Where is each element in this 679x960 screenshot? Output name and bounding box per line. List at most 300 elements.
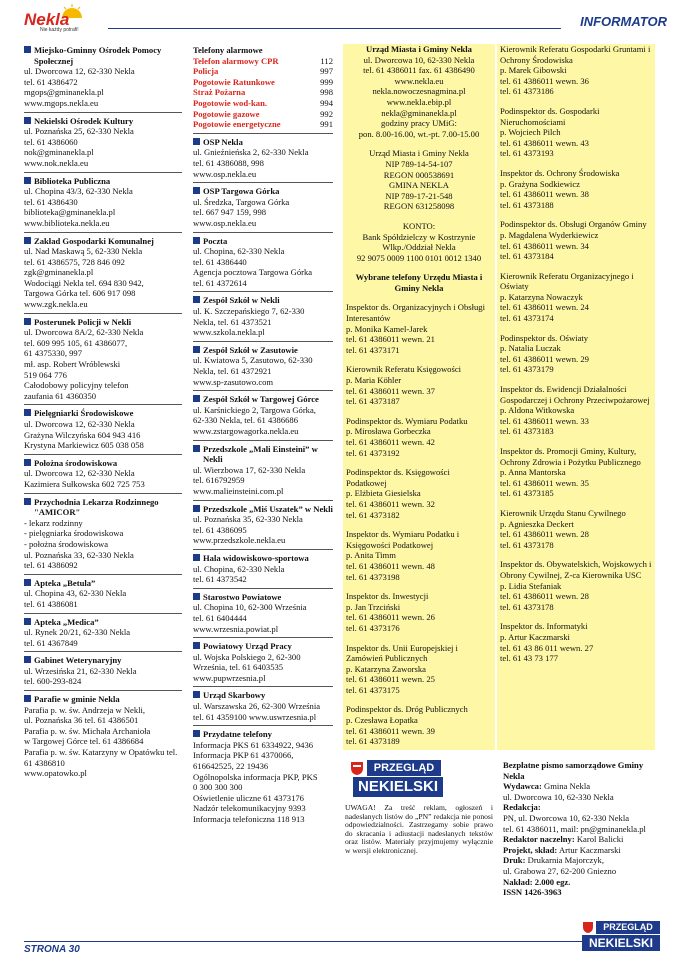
entry-line: Wodociągi Nekla tel. 694 830 942, <box>24 277 144 288</box>
bullet-square-icon <box>193 138 200 145</box>
design-label: Projekt, skład: <box>503 844 558 855</box>
staff-contact <box>346 591 492 633</box>
staff-contact <box>346 643 492 696</box>
entry-title-text: Zespół Szkół w Targowej Górce <box>203 394 319 405</box>
entry-line: Parafia p. w. św. Andrzeja w Nekli, <box>24 704 146 715</box>
bullet-square-icon <box>24 579 31 586</box>
tax-id-line: REGON 631258098 <box>383 201 455 212</box>
entry-line: www.opatowko.pl <box>24 768 87 779</box>
entry-line: ul. Dworcowa 12, 62-330 Nekla <box>24 66 135 77</box>
column-town-hall-staff <box>497 44 655 750</box>
bullet-square-icon <box>24 498 31 505</box>
staff-phone: tel. 61 4386011 wewn. 29 <box>500 353 589 364</box>
bullet-square-icon <box>193 691 200 698</box>
staff-contact <box>500 621 652 663</box>
entry-title <box>24 578 182 589</box>
footer-logo <box>578 921 662 957</box>
entry-line: tel. 61 4386092 <box>24 560 78 571</box>
staff-phone: tel. 61 4373188 <box>500 199 554 210</box>
entry-title-text: Powiatowy Urząd Pracy <box>203 641 292 652</box>
przeglad-logo <box>347 760 443 800</box>
entry-title <box>24 408 182 419</box>
entry-line: ul. Chopina 10, 62-300 Września <box>193 602 307 613</box>
entry-line: Nekla, tel. 61 4373521 <box>193 316 272 327</box>
editorial-contact: tel. 61 4386011, mail: pn@gminanekla.pl <box>503 823 646 834</box>
staff-contact <box>346 467 492 520</box>
entry-title-text: Gabinet Weterynaryjny <box>34 655 122 666</box>
crest-icon <box>582 921 594 934</box>
entry-line: www.biblioteka.nekla.eu <box>24 217 110 228</box>
footer-logo-bottom: NEKIELSKI <box>582 935 660 951</box>
entry-title <box>24 116 182 127</box>
staff-phone: tel. 61 43 73 177 <box>500 653 559 664</box>
staff-phone: tel. 61 4386011 wewn. 21 <box>346 334 435 345</box>
logo-top: PRZEGLĄD <box>367 760 441 776</box>
staff-person: p. Artur Kaczmarski <box>500 631 570 642</box>
entry-line: tel. 61 4386060 <box>24 136 78 147</box>
entry-line: Krystyna Markiewicz 605 038 058 <box>24 440 144 451</box>
staff-person: p. Grażyna Sodkiewicz <box>500 178 580 189</box>
entry-title-text: Biblioteka Publiczna <box>34 175 111 186</box>
service-entry <box>193 185 333 232</box>
entry-title <box>24 497 182 518</box>
footer-logo-top: PRZEGLĄD <box>596 921 660 934</box>
entry-line: Nekla, tel. 61 4372921 <box>193 366 272 377</box>
town-hall-line: godziny pracy UMiG: <box>381 118 457 129</box>
entry-line: Agencja pocztowa Targowa Górka <box>193 267 313 278</box>
town-hall-line: ul. Dworcowa 10, 62-330 Nekla <box>363 54 475 65</box>
entry-title <box>193 444 333 465</box>
staff-contact <box>500 446 652 499</box>
alarm-row <box>193 66 333 77</box>
entry-line: ul. Rynek 20/21, 62-330 Nekla <box>24 627 131 638</box>
bullet-square-icon <box>24 318 31 325</box>
staff-phone: tel. 61 4373185 <box>500 488 554 499</box>
entry-line: www.szkola.nekla.pl <box>193 327 265 338</box>
entry-line: tel. 609 995 105, 61 4386077, <box>24 337 128 348</box>
column-town-hall <box>343 44 495 750</box>
institution-entry <box>24 407 182 454</box>
entry-title <box>193 592 333 603</box>
entry-line: tel. 61 4372614 <box>193 277 247 288</box>
town-hall-info <box>346 44 492 139</box>
bullet-square-icon <box>193 642 200 649</box>
institution-entry <box>24 616 182 653</box>
town-hall-title: Urząd Miasta i Gminy Nekla <box>366 44 472 54</box>
entry-line: tel. 667 947 159, 998 <box>193 207 267 218</box>
staff-phone: tel. 61 4373187 <box>346 396 400 407</box>
staff-phone: tel. 61 4373176 <box>346 622 400 633</box>
staff-person: p. Anita Timm <box>346 550 396 561</box>
staff-contact <box>346 704 492 746</box>
entry-title-text: Apteka „Betula” <box>34 577 96 588</box>
entry-title-text: Poczta <box>203 235 228 246</box>
printer: Drukarnia Majorczyk, <box>527 855 604 866</box>
bullet-square-icon <box>193 593 200 600</box>
entry-line: ul. Wrzesińska 21, 62-330 Nekla <box>24 665 137 676</box>
entry-line: - położna środowiskowa <box>24 538 109 549</box>
entry-line: ul. Nad Maskawą 5, 62-330 Nekla <box>24 246 143 257</box>
entry-line: ul. Dworcowa 8A/2, 62-330 Nekla <box>24 327 144 338</box>
staff-role: Podinspektor ds. Obsługi Organów Gminy <box>500 219 647 230</box>
bullet-square-icon <box>193 730 200 737</box>
staff-contact <box>346 529 492 582</box>
alarm-number: 992 <box>320 108 333 119</box>
logo-bottom: NEKIELSKI <box>353 777 443 797</box>
entry-line: Informacja telefoniczna 118 913 <box>193 814 305 824</box>
issn: ISSN 1426-3963 <box>503 887 562 898</box>
entry-line: Informacja PKS 61 6334922, 9436 <box>193 739 314 750</box>
bullet-square-icon <box>24 117 31 124</box>
entry-title-text: OSP Nekla <box>203 136 243 147</box>
staff-contact <box>500 44 652 97</box>
staff-contact <box>500 384 652 437</box>
alarm-row <box>193 77 333 88</box>
entry-title-text: Przedszkole „Mali Einsteini” w Nekli <box>203 443 318 465</box>
institution-entry <box>24 496 182 575</box>
staff-phone: tel. 61 43 86 011 wewn. 27 <box>500 642 594 653</box>
staff-person: p. Wojciech Pilch <box>500 127 561 138</box>
entry-line: tel. 61 4386088, 998 <box>193 157 264 168</box>
entry-title-text: Przychodnia Lekarza Rodzinnego "AMICOR" <box>34 496 159 518</box>
bullet-square-icon <box>193 237 200 244</box>
staff-role: Kierownik Referatu Gospodarki Gruntami i Ochrony Środowiska <box>500 44 651 65</box>
staff-phone: tel. 61 4373174 <box>500 313 554 324</box>
circulation-label: Nakład: <box>503 876 533 887</box>
imprint <box>503 760 663 898</box>
town-hall-line: www.nekla.ebip.pl <box>386 96 452 107</box>
entry-line: ul. Chopina, 62-330 Nekla <box>193 246 285 257</box>
alarm-name: Telefon alarmowy CPR <box>193 55 279 66</box>
staff-phone: tel. 61 4373182 <box>346 509 400 520</box>
entry-line: tel. 61 4386575, 728 846 092 <box>24 256 125 267</box>
entry-line: 519 064 776 <box>24 369 67 380</box>
staff-contact <box>500 106 652 159</box>
staff-phone: tel. 61 4373189 <box>346 736 400 747</box>
staff-phone: tel. 61 4386011 wewn. 48 <box>346 560 435 571</box>
staff-person: p. Mirosława Gorbeczka <box>346 426 431 437</box>
service-entry <box>193 235 333 293</box>
entry-line: ul. Karśnickiego 2, Targowa Górka, <box>193 404 316 415</box>
staff-phone: tel. 61 4386011 wewn. 36 <box>500 75 589 86</box>
entry-line: ul. Wierzbowa 17, 62-330 Nekla <box>193 464 306 475</box>
entry-title-text: Apteka „Medica” <box>34 616 99 627</box>
tax-id-line: GMINA NEKLA <box>389 180 449 191</box>
entry-line: www.malieinsteini.com.pl <box>193 485 284 496</box>
entry-title <box>24 655 182 666</box>
institution-entry <box>24 654 182 691</box>
staff-contact <box>346 416 492 458</box>
editorial-address: PN, ul. Dworcowa 10, 62-330 Nekla <box>503 812 630 823</box>
crest-icon <box>349 760 365 776</box>
bullet-square-icon <box>24 177 31 184</box>
entry-title <box>24 236 182 247</box>
entry-line: ul. Chopina 43/3, 62-330 Nekla <box>24 186 133 197</box>
entry-line: www.sp-zasutowo.com <box>193 376 274 387</box>
bullet-square-icon <box>193 505 200 512</box>
alarm-name: Pogotowie Ratunkowe <box>193 76 275 87</box>
entry-line: - lekarz rodzinny <box>24 517 83 528</box>
staff-phone: tel. 61 4386011 wewn. 34 <box>500 240 589 251</box>
entry-line: tel. 61 4359100 www.uswrzesnia.pl <box>193 711 317 722</box>
entry-line: zaufania 61 4360350 <box>24 390 97 401</box>
entry-line: Targowa Górka tel. 606 917 098 <box>24 288 136 299</box>
publisher: Gmina Nekla <box>543 781 591 792</box>
entry-line: ul. Dworcowa 12, 62-330 Nekla <box>24 468 135 479</box>
alarm-number: 991 <box>320 119 333 130</box>
entry-line: ul. Poznańska 36 tel. 61 4386501 <box>24 715 139 726</box>
entry-line: tel. 616792959 <box>193 475 245 486</box>
entry-title-text: Zespół Szkół w Nekli <box>203 295 280 306</box>
bullet-square-icon <box>193 445 200 452</box>
service-entry <box>193 552 333 589</box>
staff-role: Kierownik Urzędu Stanu Cywilnego <box>500 507 626 518</box>
entry-title-text: Parafie w gminie Nekla <box>34 694 120 705</box>
bullet-square-icon <box>24 409 31 416</box>
entry-title-text: Hala widowiskowo-sportowa <box>203 552 309 563</box>
staff-person: p. Agnieszka Deckert <box>500 518 574 529</box>
staff-phone: tel. 61 4373198 <box>346 571 400 582</box>
institution-entry <box>24 577 182 614</box>
alarm-row <box>193 98 333 109</box>
entry-line: ul. Chopina 43, 62-330 Nekla <box>24 588 127 599</box>
alarm-row <box>193 56 333 67</box>
staff-person: p. Maria Köhler <box>346 375 402 386</box>
bullet-square-icon <box>24 618 31 625</box>
staff-role: Inspektor ds. Ewidencji Działalności Gospodarczej i Ochrony Przeciwpożarowej <box>500 384 650 405</box>
entry-line: www.przedszkole.nekla.eu <box>193 535 286 546</box>
staff-person: p. Lidia Stefaniak <box>500 580 562 591</box>
service-entry <box>193 443 333 501</box>
entry-title-text: Zespół Szkół w Zasutowie <box>203 344 298 355</box>
entry-line: tel. 61 4386472 <box>24 76 78 87</box>
entry-title <box>24 317 182 328</box>
entry-line: Parafia p. w. św. Katarzyny w Opatówku tel. 61 4386810 <box>24 747 178 768</box>
alarm-name: Straż Pożarna <box>193 87 246 98</box>
bullet-square-icon <box>24 459 31 466</box>
staff-contact <box>346 302 492 355</box>
entry-line: www.osp.nekla.eu <box>193 168 257 179</box>
entry-title <box>193 137 333 148</box>
selected-phones-title: Wybrane telefony Urzędu Miasta i Gminy Nekla <box>355 272 483 293</box>
service-entry <box>193 503 333 550</box>
staff-phone: tel. 61 4386011 wewn. 24 <box>500 302 589 313</box>
entry-title <box>24 176 182 187</box>
institution-entry <box>24 175 182 233</box>
entry-line: ul. Chopina, 62-330 Nekla <box>193 563 285 574</box>
staff-phone: tel. 61 4386011 wewn. 28 <box>500 529 589 540</box>
editor: Karol Balicki <box>576 834 624 845</box>
header-rule <box>108 28 561 29</box>
entry-line: ul. Poznańska 33, 62-330 Nekla <box>24 549 134 560</box>
page-number: STRONA 30 <box>24 944 80 955</box>
entry-line: Informacja PKP 61 4370066, <box>193 750 294 761</box>
entry-title-text: Pielęgniarki Środowiskowe <box>34 408 134 419</box>
alarm-row <box>193 87 333 98</box>
staff-phone: tel. 61 4386011 wewn. 42 <box>346 437 435 447</box>
staff-role: Inspektor ds. Promocji Gminy, Kultury, Ochrony Zdrowia i Pożytku Publicznego <box>500 446 641 467</box>
entry-line: Parafia p. w. św. Michała Archanioła <box>24 725 151 736</box>
entry-title-text: OSP Targowa Górka <box>203 186 280 197</box>
staff-person: p. Aldona Witkowska <box>500 405 575 416</box>
bullet-square-icon <box>24 237 31 244</box>
entry-line: biblioteka@gminanekla.pl <box>24 207 116 218</box>
staff-phone: tel. 61 4373192 <box>346 447 400 458</box>
town-hall-line: nekla.nowoczesnagmina.pl <box>372 86 466 97</box>
entry-title <box>193 236 333 247</box>
town-hall-line: www.nekla.eu <box>394 75 444 86</box>
bank-line: KONTO: <box>402 220 436 231</box>
staff-phone: tel. 61 4373183 <box>500 426 554 437</box>
entry-line: Września, tel. 61 6403535 <box>193 662 284 673</box>
staff-contact <box>500 333 652 375</box>
service-entry <box>193 728 333 827</box>
service-entry <box>193 136 333 183</box>
section-title: INFORMATOR <box>580 14 667 29</box>
entry-line: www.osp.nekla.eu <box>193 217 257 228</box>
entry-line: Oświetlenie uliczne 61 4373176 <box>193 792 304 803</box>
footer-rule <box>24 941 655 942</box>
service-entry <box>193 689 333 726</box>
institution-entry <box>24 115 182 173</box>
entry-line: ul. Kwiatowa 5, Zasutowo, 62-330 <box>193 355 313 366</box>
entry-line: tel. 61 4386095 <box>193 524 247 535</box>
staff-contact <box>500 508 652 550</box>
column-institutions <box>24 44 182 784</box>
przeglad-notice <box>345 760 495 856</box>
staff-phone: tel. 61 4373193 <box>500 148 554 159</box>
staff-phone: tel. 61 4386011 wewn. 28 <box>500 591 589 602</box>
alarm-number: 112 <box>320 55 333 66</box>
entry-line: www.pupwrzesnia.pl <box>193 672 266 683</box>
editorial-label: Redakcja: <box>503 802 541 813</box>
service-entry <box>193 344 333 391</box>
tax-id-line: Urząd Miasta i Gminy Nekla <box>369 148 469 159</box>
institution-entry <box>24 235 182 314</box>
entry-line: Kazimiera Sułkowska 602 725 753 <box>24 478 145 489</box>
staff-phone: tel. 61 4373186 <box>500 86 554 97</box>
service-entry <box>193 393 333 440</box>
entry-title <box>193 553 333 564</box>
imprint-headline: Bezpłatne pismo samorządowe Gminy Nekla <box>503 760 644 781</box>
staff-contact <box>500 219 652 261</box>
entry-title <box>193 295 333 306</box>
entry-line: ul. K. Szczepańskiego 7, 62-330 <box>193 306 305 317</box>
entry-title-text: Zakład Gospodarki Komunalnej <box>34 235 154 246</box>
alarm-row <box>193 109 333 120</box>
alarm-number: 998 <box>320 87 333 98</box>
entry-line: tel. 61 6404444 <box>193 612 247 623</box>
staff-role: Podinspektor ds. Wymiaru Podatku <box>346 415 468 426</box>
staff-phone: tel. 61 4373178 <box>500 601 554 612</box>
entry-title-text: Posterunek Policji w Nekli <box>34 316 132 327</box>
entry-line: ul. Warszawska 26, 62-300 Września <box>193 701 321 712</box>
entry-title-text: Nekielski Ośrodek Kultury <box>34 115 134 126</box>
entry-line: www.zstargowagorka.nekla.eu <box>193 426 299 436</box>
entry-title <box>24 694 182 705</box>
bullet-square-icon <box>193 395 200 402</box>
staff-role: Kierownik Referatu Organizacyjnego i Oświaty <box>500 270 634 292</box>
entry-line: www.zgk.nekla.eu <box>24 299 88 310</box>
staff-role: Podinspektor ds. Oświaty <box>500 332 589 343</box>
publisher-address: ul. Dworcowa 10, 62-330 Nekla <box>503 791 614 802</box>
alarm-name: Pogotowie wod-kan. <box>193 97 268 108</box>
entry-line: mgops@gminanekla.pl <box>24 87 104 98</box>
entry-title-text: Urząd Skarbowy <box>203 690 266 701</box>
entry-title-text: Miejsko-Gminny Ośrodek Pomocy Społecznej <box>34 45 162 66</box>
staff-person: p. Czesława Łopatka <box>346 715 418 726</box>
staff-contact <box>500 559 652 612</box>
bullet-square-icon <box>193 296 200 303</box>
institution-entry <box>24 316 182 406</box>
alarm-row <box>193 119 333 130</box>
entry-line: Nadzór telekomunikacyjny 9393 <box>193 803 306 814</box>
entry-line: 0 300 300 300 <box>193 782 243 793</box>
tax-id-line: NIP 789-14-54-107 <box>385 158 453 169</box>
entry-line: Ogólnopolska informacja PKP, PKS <box>193 771 318 782</box>
bank-line: Bank Spółdzielczy w Kostrzynie <box>362 231 476 242</box>
entry-line: zgk@gminanekla.pl <box>24 267 94 278</box>
entry-title-text: Przydatne telefony <box>203 729 272 740</box>
entry-line: 616642525, 22 19436 <box>193 761 269 772</box>
entry-line: mł. asp. Robert Wróblewski <box>24 359 121 370</box>
tax-id-line: NIP 789-17-21-548 <box>385 190 453 201</box>
publisher-label: Wydawca: <box>503 781 542 792</box>
institution-entry <box>24 457 182 494</box>
staff-role: Inspektor ds. Wymiaru Podatku i Księgowości Podatkowej <box>346 529 460 550</box>
staff-role: Podinspektor ds. Dróg Publicznych <box>346 704 468 715</box>
staff-phone: tel. 61 4373171 <box>346 344 400 355</box>
town-hall-line: pon. 8.00-16.00, wt.-pt. 7.00-15.00 <box>358 128 480 139</box>
entry-line: www.nok.nekla.eu <box>24 157 89 168</box>
entry-line: ul. Wojska Polskiego 2, 62-300 <box>193 651 301 662</box>
entry-title-text: Położna środowiskowa <box>34 457 118 468</box>
entry-title <box>24 458 182 469</box>
bank-account <box>346 221 492 263</box>
bullet-square-icon <box>193 346 200 353</box>
bullet-square-icon <box>193 187 200 194</box>
bullet-square-icon <box>193 554 200 561</box>
logo-tagline: Nie każdy potrafi! <box>40 27 79 33</box>
entry-line: ul. Średzka, Targowa Górka <box>193 196 290 207</box>
entry-line: - pielęgniarka środowiskowa <box>24 528 124 539</box>
alarm-number: 997 <box>320 66 333 77</box>
print-label: Druk: <box>503 855 526 866</box>
disclaimer: UWAGA! Za treść reklam, ogłoszeń i nadesłanych listów do „PN” redakcja nie ponosi odpowiedzialności. Zastrzegamy sobie prawo do skracania i adiustacji nadesłanych tekstów oraz listów. Materiały przyjmujemy wyłącznie w wersji elektronicznej. <box>345 803 493 855</box>
alarm-number: 999 <box>320 76 333 87</box>
entry-line: 61 4375330, 997 <box>24 348 83 359</box>
entry-title <box>24 617 182 628</box>
staff-phone: tel. 61 4373184 <box>500 251 554 262</box>
staff-contact <box>346 364 492 406</box>
entry-line: ul. Gnieźnieńska 2, 62-330 Nekla <box>193 147 309 158</box>
entry-line: tel. 61 4386430 <box>24 196 78 207</box>
bank-line: 92 9075 0009 1100 0101 0012 1340 <box>356 252 482 263</box>
tax-id-line: REGON 000538691 <box>383 169 455 180</box>
staff-role: Inspektor ds. Obywatelskich, Wojskowych i Obrony Cywilnej, Z-ca Kierownika USC <box>500 559 652 580</box>
logo-text: Nekla <box>24 10 70 29</box>
staff-person: p. Natalia Luczak <box>500 343 561 354</box>
staff-person: p. Marek Gibowski <box>500 65 567 76</box>
staff-contact <box>500 271 652 324</box>
staff-role: Inspektor ds. Ochrony Środowiska <box>500 167 620 178</box>
entry-title <box>193 504 333 515</box>
staff-phone: tel. 61 4386011 wewn. 38 <box>500 189 589 200</box>
entry-title <box>193 641 333 652</box>
staff-phone: tel. 61 4386011 wewn. 35 <box>500 477 589 488</box>
institution-entry <box>24 44 182 113</box>
entry-line: tel. 61 4386440 <box>193 256 247 267</box>
